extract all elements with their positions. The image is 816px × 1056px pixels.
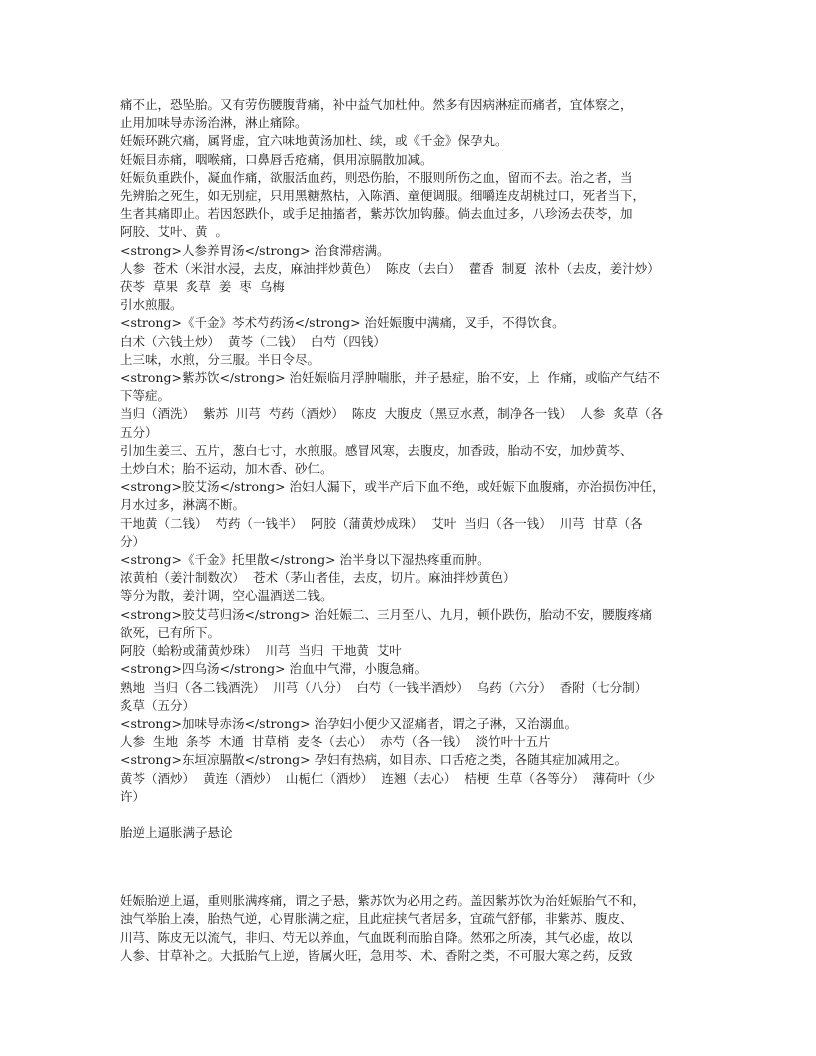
- text-block-discussion: [120, 892, 700, 965]
- text-line: <strong>《千金》芩术芍药汤</strong> 治妊娠腹中满痛，叉手，不得饮食。: [120, 315, 565, 331]
- text-line: 土炒白术；胎不运动，加木香、砂仁。: [120, 461, 333, 477]
- text-line: <strong>紫苏饮</strong> 治妊娠临月浮肿喘胀，并子悬症，胎不安，上 作痛，或临产气结不: [120, 370, 661, 386]
- text-line: 上三味，水煎，分三服。半日令尽。: [120, 351, 321, 367]
- text-line: <strong>加味导赤汤</strong> 治孕妇小便少又涩痛者，谓之子淋，又治溺血。: [120, 715, 578, 731]
- spacer: [120, 806, 700, 824]
- text-line: 分）: [120, 533, 146, 549]
- text-line: 引加生姜三、五片，葱白七寸，水煎服。感冒风寒，去腹皮，加香豉，胎动不安，加炒黄芩、: [120, 442, 633, 458]
- text-line: 欲死，已有所下。: [120, 624, 221, 640]
- text-line: 黄芩（酒炒） 黄连（酒炒） 山栀仁（酒炒） 连翘（去心） 桔梗 生草（各等分） 薄荷叶（少: [120, 770, 656, 786]
- text-line: 浓黄柏（姜汁制数次） 苍术（茅山者佳，去皮，切片。麻油拌炒黄色）: [120, 570, 516, 586]
- text-line: 妊娠胎逆上逼，重则胀满疼痛，谓之子悬，紫苏饮为必用之药。盖因紫苏饮为治妊娠胎气不和，: [120, 893, 646, 909]
- text-line: <strong>胶艾芎归汤</strong> 治妊娠二、三月至八、九月，顿仆跌伤，胎动不安，腰腹疼痛: [120, 606, 653, 622]
- spacer: [120, 842, 700, 892]
- text-block-prescriptions: [120, 96, 700, 806]
- text-line: 妊娠目赤痛，咽喉痛，口鼻唇舌疮痛，俱用凉膈散加减。: [120, 151, 433, 167]
- text-line: 人参 苍术（米泔水浸，去皮，麻油拌炒黄色） 陈皮（去白） 藿香 制夏 浓朴（去皮，姜汁炒）: [120, 260, 660, 276]
- text-line: 阿胶、艾叶、黄 。: [120, 224, 228, 240]
- text-line: <strong>四乌汤</strong> 治血中气滞，小腹急痛。: [120, 661, 428, 677]
- text-line: 干地黄（二钱） 芍药（一钱半） 阿胶（蒲黄炒成珠） 艾叶 当归（各一钱） 川芎 甘草（各: [120, 515, 643, 531]
- text-line: 人参 生地 条芩 木通 甘草梢 麦冬（去心） 赤芍（各一钱） 淡竹叶十五片: [120, 734, 551, 750]
- section-heading: 胎逆上逼胀满子悬论: [120, 824, 233, 840]
- text-line: 妊娠负重跌仆，凝血作痛，欲服活血药，则恐伤胎，不服则所伤之血，留而不去。治之者，当: [120, 169, 633, 185]
- document-page: [120, 96, 700, 965]
- text-line: 浊气举胎上凑，胎热气逆，心胃胀满之症，且此症挟气者居多，宜疏气舒郁，非紫苏、腹皮、: [120, 911, 633, 927]
- text-line: 下等症。: [120, 388, 171, 404]
- text-line: 痛不止，恐坠胎。又有劳伤腰腹背痛，补中益气加杜仲。然多有因病淋症而痛者，宜体察之，: [120, 97, 633, 112]
- text-line: 当归（酒洗） 紫苏 川芎 芍药（酒炒） 陈皮 大腹皮（黑豆水煮，制净各一钱） 人参 炙草（各: [120, 406, 664, 422]
- text-line: 炙草（五分）: [120, 697, 196, 713]
- text-line: <strong>胶艾汤</strong> 治妇人漏下，或半产后下血不绝，或妊娠下血腹痛，亦治损伤冲任，: [120, 479, 665, 495]
- text-line: 妊娠环跳穴痛，属肾虚，宜六味地黄汤加杜、续，或《千金》保孕丸。: [120, 133, 508, 149]
- text-line: 茯苓 草果 炙草 姜 枣 乌梅: [120, 279, 285, 295]
- text-line: <strong>东垣凉膈散</strong> 孕妇有热病，如目赤、口舌疮之类，各随其症加减用之。: [120, 752, 628, 768]
- text-line: 引水煎服。: [120, 297, 183, 313]
- text-line: <strong>《千金》托里散</strong> 治半身以下湿热疼重而肿。: [120, 552, 490, 568]
- text-line: 熟地 当归（各二钱酒洗） 川芎（八分） 白芍（一钱半酒炒） 乌药（六分） 香附（七分制）: [120, 679, 648, 695]
- text-line: 许）: [120, 788, 146, 804]
- text-line: 人参、甘草补之。大抵胎气上逆，皆属火旺，急用芩、术、香附之类，不可服大寒之药，反致: [120, 947, 633, 963]
- text-line: 止用加味导赤汤治淋，淋止痛除。: [120, 115, 308, 131]
- text-line: 月水过多，淋漓不断。: [120, 497, 246, 513]
- text-line: 先辨胎之死生，如无别症，只用黑糖熬枯，入陈酒、童便调服。细嚼连皮胡桃过口，死者当下，: [120, 188, 646, 204]
- text-line: 等分为散，姜汁调，空心温酒送二钱。: [120, 588, 333, 604]
- text-line: 白术（六钱土炒） 黄芩（二钱） 白芍（四钱）: [120, 333, 386, 349]
- text-line: 生者其痛即止。若因怒跌仆，或手足抽搐者，紫苏饮加钩藤。倘去血过多，八珍汤去茯苓，加: [120, 206, 633, 222]
- text-line: 五分）: [120, 424, 158, 440]
- text-line: 阿胶（蛤粉或蒲黄炒珠） 川芎 当归 干地黄 艾叶: [120, 643, 402, 659]
- text-line: 川芎、陈皮无以流气，非归、芍无以养血，气血既利而胎自降。然邪之所凑，其气必虚，故以: [120, 929, 633, 945]
- text-line: <strong>人参养胃汤</strong> 治食滞痞满。: [120, 242, 390, 258]
